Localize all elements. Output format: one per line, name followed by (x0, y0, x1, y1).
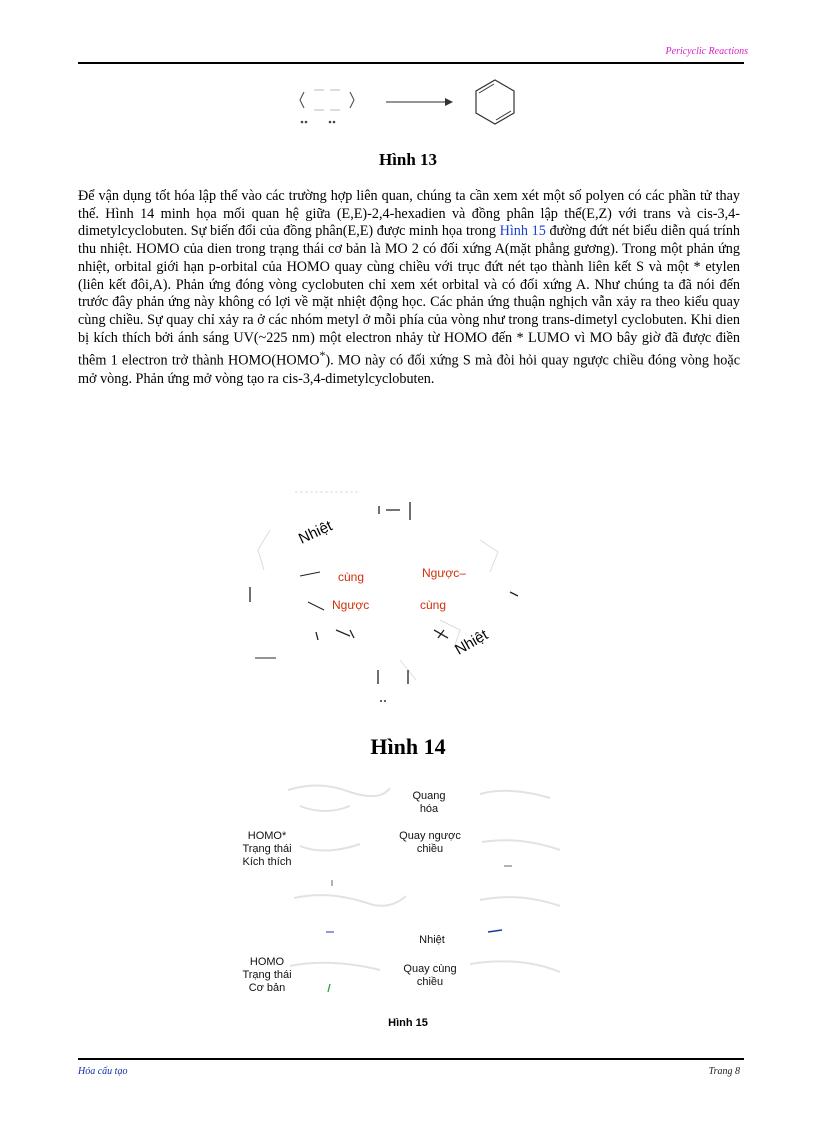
label-quang: Quang (412, 790, 446, 802)
figure-14-structures (240, 480, 530, 720)
footer-rule (78, 1058, 744, 1060)
hexatriene-sketch (300, 90, 354, 123)
label-homo: HOMO (249, 956, 285, 968)
label-quay-nguoc: Quay ngược (399, 830, 461, 842)
body-paragraph (78, 188, 740, 388)
footer-left: Hóa cấu tạo (78, 1066, 128, 1077)
header-rule (78, 62, 744, 64)
label-trang-thai-excited: Trạng thái (242, 843, 292, 855)
label-kich-thich: Kích thích (242, 856, 292, 868)
figure-13-image (290, 72, 530, 132)
label-cung-right: cùng (420, 598, 447, 612)
label-nhiet-bottom: Nhiệt (452, 626, 491, 659)
figure-14 (240, 480, 530, 720)
paragraph-part-1: Để vận dụng tốt hóa lập thể vào các trường hợp liên quan, chúng ta cần xem xét một số polyen có các phần tử thay thế. Hình 14 minh họa mối quan hệ giữa (E,E)-2,4-hexadien và đồng phân lập thể(E,Z) với trans và cis-3,4-dimetylcyclobuten. Sự biến đổi của đồng phân(E,E) được minh họa trong (78, 188, 740, 240)
header-title: Pericyclic Reactions (665, 46, 748, 57)
figure-15 (230, 780, 580, 1010)
label-cung-left: cùng (338, 570, 365, 584)
figure-15-link[interactable]: Hình 15 (499, 223, 546, 240)
figure-13-caption: Hình 13 (378, 150, 438, 169)
label-nguoc-right: Ngược– (422, 566, 466, 580)
paragraph-part-2: đường đứt nét biểu diễn quá trính thu nhiệt. HOMO của dien trong trạng thái cơ bản là MO 2 có đối xứng A(mặt phẳng gương). Trong một phản ứng nhiệt, orbital giới hạn p-orbital của HOMO quay cùng chiều với trục đứt nét tạo thành liên kết S và một * etylen (liên kết đôi,A). Phản ứng đóng vòng cyclobuten chỉ xem xét orbital và có đối xứng A. Như chúng ta đã nói đến trước đây phản ứng này không có lợi về mặt nhiệt động học. Các phản ứng thuận nghịch vẫn xảy ra theo kiểu quay cùng chiều. Sự quay chỉ xảy ra ở các nhóm metyl ở mỗi phía của vòng như trong trans-dimetyl cyclobuten. Khi dien bị kích thích bởi ánh sáng UV(~225 nm) một electron nhảy từ HOMO đến * LUMO vì MO bây giờ đã được điền thêm 1 electron trở thành HOMO(HOMO (78, 223, 741, 370)
figure-14-caption: Hình 14 (370, 734, 446, 759)
label-nguoc-left: Ngược (332, 598, 370, 612)
label-chieu-1: chiều (416, 843, 444, 855)
homo-star-superscript: * (319, 348, 326, 363)
label-nhiet: Nhiệt (419, 934, 445, 946)
footer-page-number: Trang 8 (708, 1066, 740, 1077)
paragraph-part-3: ). MO này có đối xứng S mà đòi hỏi quay ngược chiều đóng vòng hoặc mở vòng. Phản ứng mở vòng tạo ra cis-3,4-dimetylcyclobuten. (78, 353, 740, 387)
label-co-ban: Cơ bản (248, 982, 286, 994)
label-trang-thai-ground: Trạng thái (242, 969, 292, 981)
reaction-arrow (386, 98, 453, 106)
label-homo-star: HOMO* (247, 830, 287, 842)
cyclohexadiene-ring (476, 80, 514, 124)
label-hoa: hóa (419, 803, 439, 815)
label-quay-cung: Quay cùng (403, 963, 457, 975)
label-nhiet-top: Nhiệt (296, 517, 335, 548)
figure-15-caption: Hình 15 (388, 1017, 428, 1029)
label-chieu-2: chiều (416, 976, 444, 988)
